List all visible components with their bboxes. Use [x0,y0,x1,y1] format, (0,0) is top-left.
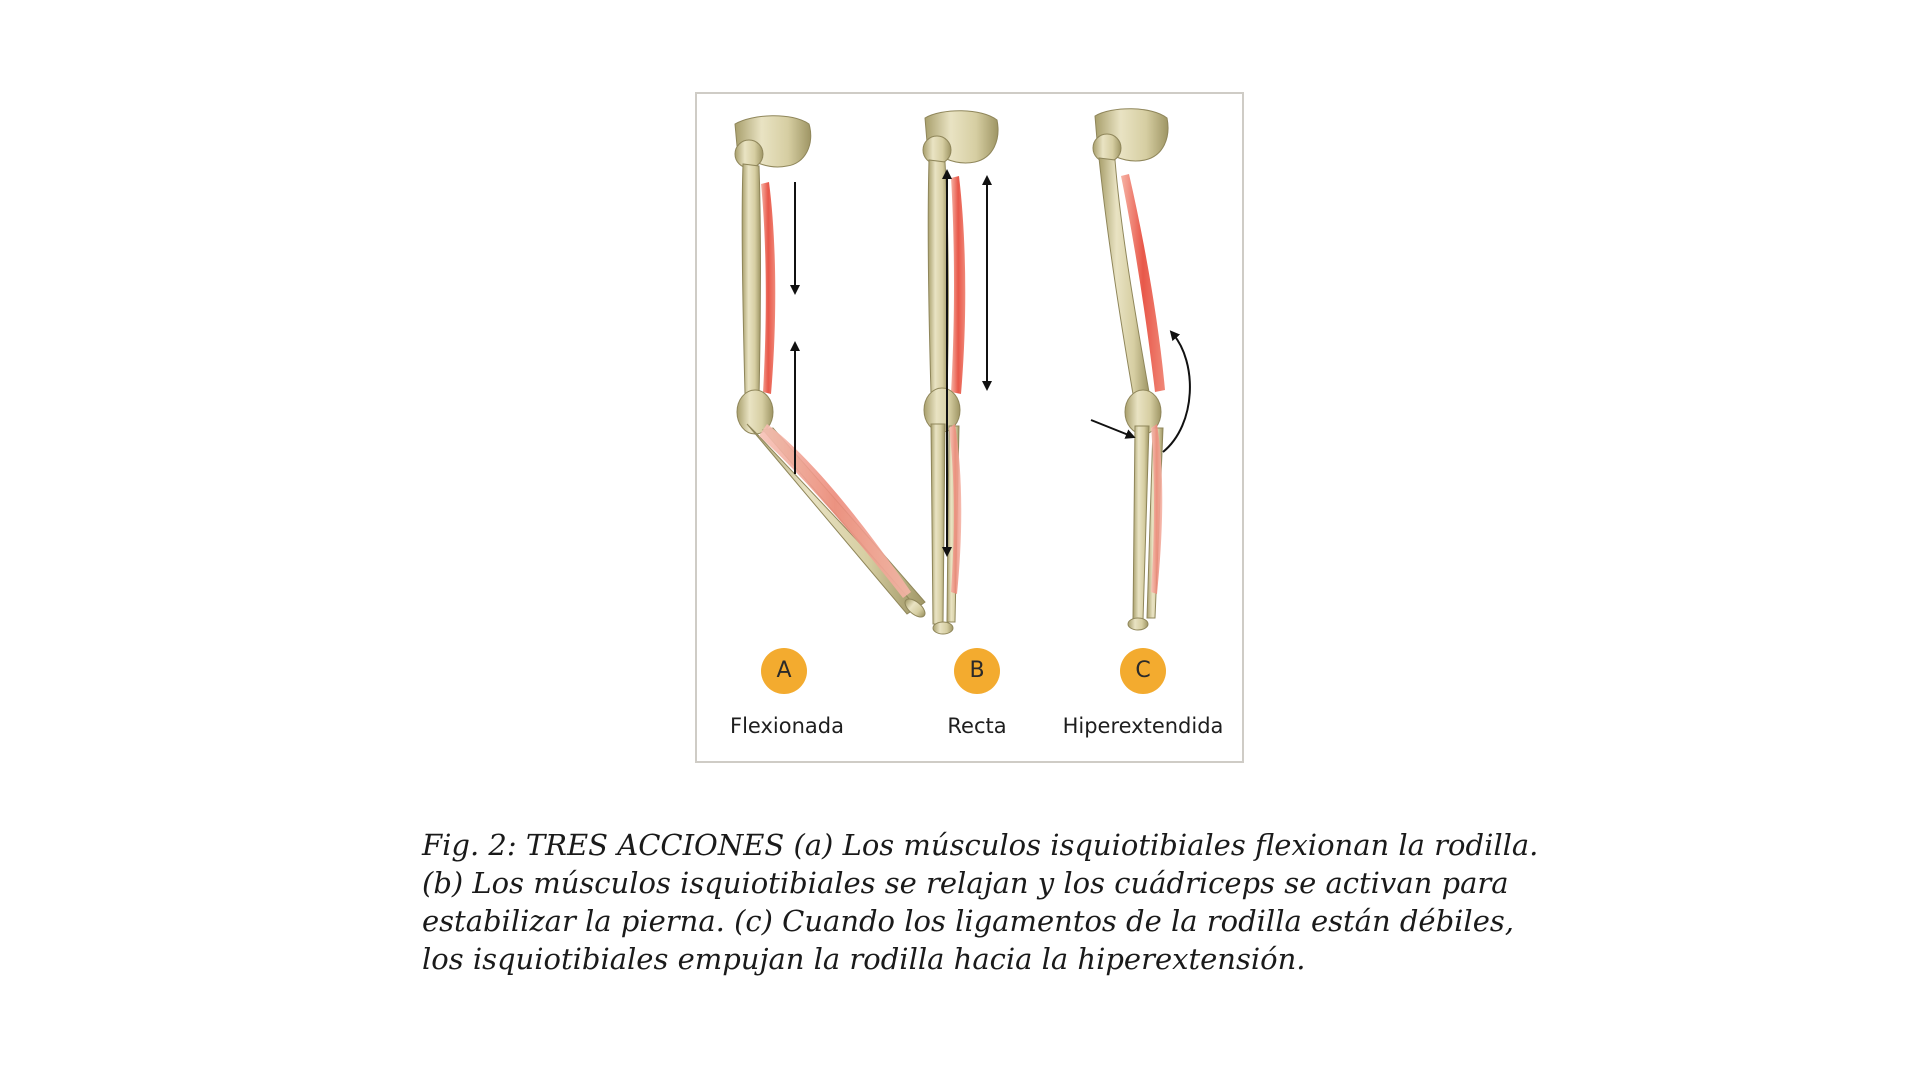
badge-b: B [954,648,1000,694]
figure-frame [695,92,1244,763]
badge-a: A [761,648,807,694]
figure-caption: Fig. 2: TRES ACCIONES (a) Los músculos isquiotibiales flexionan la rodilla. (b) Los músculos isquiotibiales se relajan y los cuádriceps se activan para estabilizar la pierna. (c) Cuando los ligamentos de la rodilla están débiles, los isquiotibiales empujan la rodilla hacia la hiperextensión. [422,828,1539,976]
label-hiperextendida: Hiperextendida [1062,714,1224,738]
arrow-push-icon [1091,420,1131,436]
badge-c: C [1120,648,1166,694]
curved-arrow-icon [1163,334,1190,452]
label-flexionada: Flexionada [730,714,844,738]
label-recta: Recta [947,714,1007,738]
leg-b-straight [923,111,998,634]
leg-c-hyperextended [1091,109,1190,630]
leg-a-flexed [735,116,928,621]
